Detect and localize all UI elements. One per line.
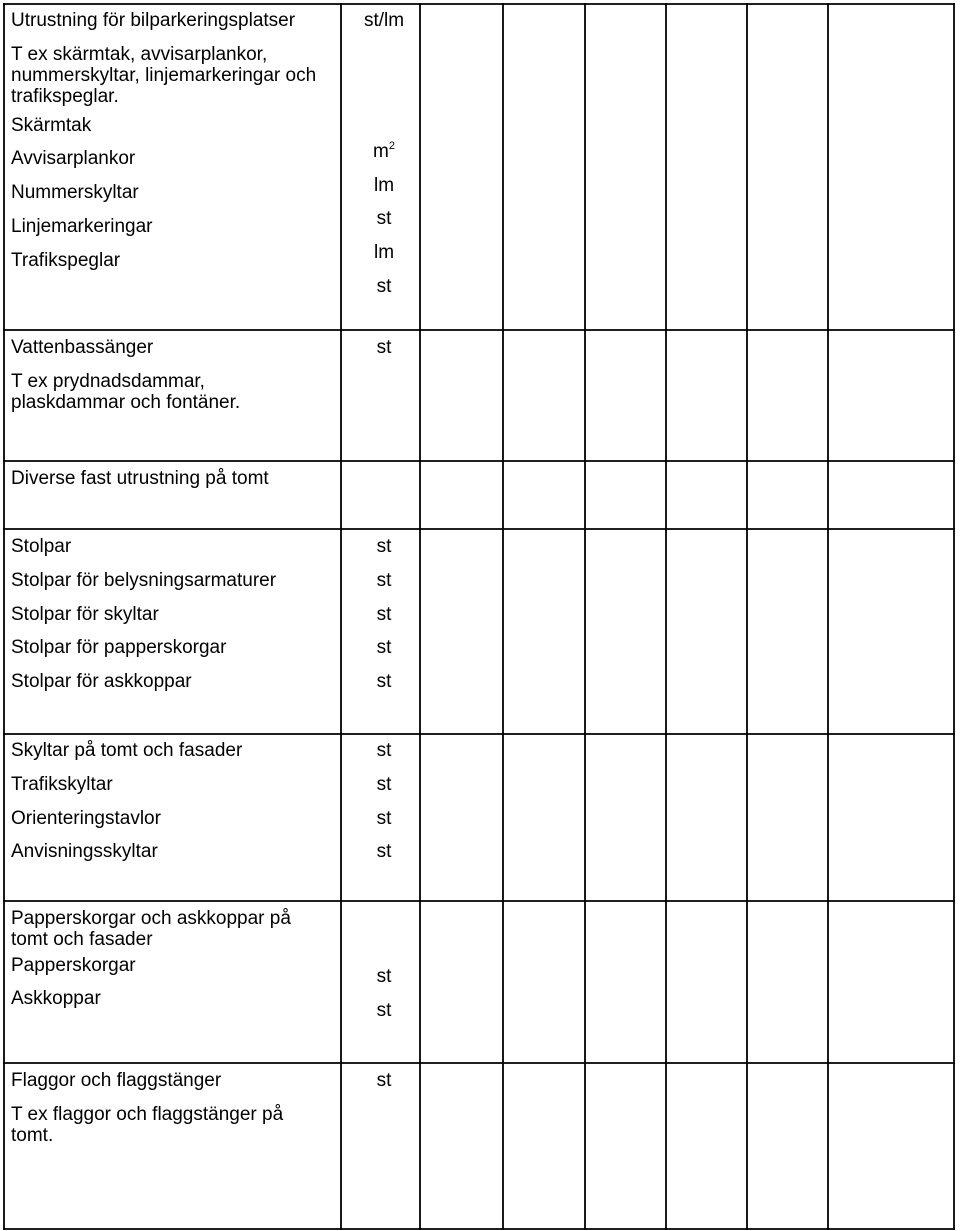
item-label: Stolpar för skyltar: [11, 603, 159, 625]
item-label: Trafikskyltar: [11, 773, 113, 795]
item-label: Linjemarkeringar: [11, 215, 153, 237]
section-title: Diverse fast utrustning på tomt: [11, 468, 269, 489]
unit-cell: lm: [373, 174, 395, 196]
unit-cell: st: [376, 569, 392, 591]
unit-cell: st: [376, 337, 392, 358]
unit-cell: st: [376, 807, 392, 829]
item-label: Stolpar för belysningsarmaturer: [11, 569, 277, 591]
item-label: Anvisningsskyltar: [11, 841, 158, 863]
unit-cell: st: [376, 536, 392, 557]
section-title: Flaggor och flaggstänger: [11, 1070, 222, 1091]
section-title: Vattenbassänger: [11, 337, 154, 358]
unit-cell: st: [376, 773, 392, 795]
unit-cell: st: [376, 1070, 392, 1091]
unit-superscript: 2: [388, 139, 395, 152]
item-label: Stolpar för askkoppar: [11, 671, 192, 693]
unit-cell: st/lm: [363, 10, 405, 31]
item-label: Orienteringstavlor: [11, 807, 161, 829]
unit-cell: st: [376, 740, 392, 761]
section-note: T ex skärmtak, avvisarplankor, nummerskyltar, linjemarkeringar och trafikspeglar.: [11, 43, 317, 108]
item-label: Askkoppar: [11, 988, 101, 1010]
unit-cell: st: [376, 208, 392, 230]
section-note: T ex flaggor och flaggstänger på tomt.: [11, 1103, 284, 1147]
item-label: Avvisarplankor: [11, 148, 136, 170]
unit-cell: [343, 141, 425, 175]
item-label: Nummerskyltar: [11, 182, 139, 204]
item-label: Trafikspeglar: [11, 249, 121, 271]
unit-cell: st: [376, 671, 392, 693]
unit-cell: [343, 468, 425, 502]
section-note: T ex prydnadsdammar, plaskdammar och fontäner.: [11, 370, 241, 414]
unit-cell: st: [376, 275, 392, 297]
specification-table: [3, 3, 955, 1230]
unit-cell: lm: [373, 242, 395, 264]
section-title: Stolpar: [11, 536, 72, 557]
unit-value: m: [373, 140, 389, 162]
unit-cell: st: [376, 637, 392, 659]
item-label: Stolpar för papperskorgar: [11, 637, 227, 659]
item-label: Papperskorgar: [11, 954, 136, 976]
section-title: Skyltar på tomt och fasader: [11, 740, 243, 761]
unit-cell: st: [376, 966, 392, 987]
unit-cell: [343, 908, 425, 966]
section-title: Papperskorgar och askkoppar på tomt och fasader: [11, 908, 291, 951]
section-title: Utrustning för bilparkeringsplatser: [11, 10, 296, 31]
unit-cell: st: [376, 999, 392, 1021]
unit-cell: st: [376, 841, 392, 863]
item-label: Skärmtak: [11, 114, 92, 136]
unit-cell: st: [376, 603, 392, 625]
